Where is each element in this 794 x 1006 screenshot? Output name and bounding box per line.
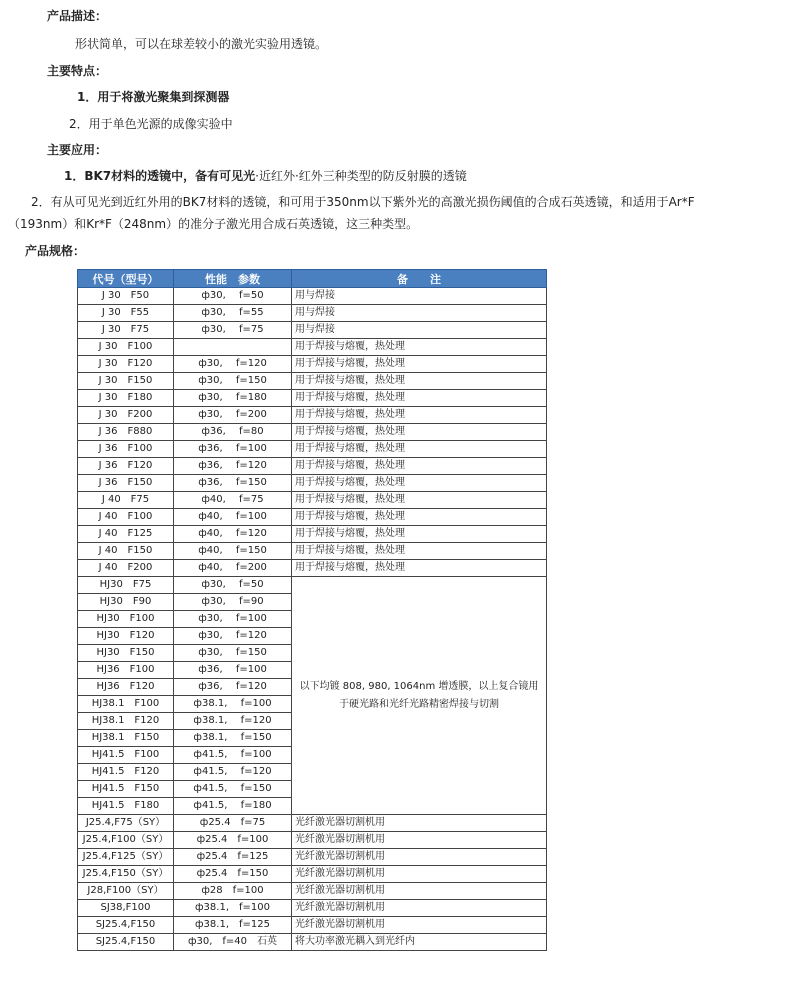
table-row — [78, 390, 547, 407]
table-row — [78, 322, 547, 339]
specs-heading: 产品规格： — [25, 244, 86, 258]
note-cell: 用于焊接与熔覆，热处理 — [292, 458, 547, 475]
model-cell: J 36 F120 — [78, 458, 174, 475]
merged-note-cell: 以下均镀 808, 980, 1064nm 增透膜，以上复合镜用于硬光路和光纤光路精密焊接与切割 — [292, 577, 547, 815]
model-cell: J 36 F150 — [78, 475, 174, 492]
parameter-cell: ф40, f=75 — [174, 492, 292, 509]
parameter-cell: ф30, f=120 — [174, 356, 292, 373]
model-cell: J 40 F75 — [78, 492, 174, 509]
parameter-cell: ф40, f=100 — [174, 509, 292, 526]
application-item-1 — [64, 168, 467, 184]
parameter-cell: ф38.1, f=100 — [174, 696, 292, 713]
applications-heading: 主要应用： — [47, 143, 108, 157]
parameter-cell: ф41.5, f=100 — [174, 747, 292, 764]
note-cell: 光纤激光器切割机用 — [292, 883, 547, 900]
model-cell: HJ41.5 F180 — [78, 798, 174, 815]
table-row — [78, 900, 547, 917]
model-cell: HJ41.5 F120 — [78, 764, 174, 781]
model-cell: HJ41.5 F150 — [78, 781, 174, 798]
application-item-1-rest: ·近红外·红外三种类型的防反射膜的透镜 — [255, 169, 467, 183]
note-cell: 用于焊接与熔覆，热处理 — [292, 407, 547, 424]
note-cell: 将大功率激光耦入到光纤内 — [292, 934, 547, 951]
model-cell: J 30 F55 — [78, 305, 174, 322]
model-cell: J 30 F50 — [78, 288, 174, 305]
table-row — [78, 339, 547, 356]
description-text: 形状简单，可以在球差较小的激光实验用透镜。 — [75, 37, 328, 51]
table-row — [78, 288, 547, 305]
parameter-cell: ф38.1, f=120 — [174, 713, 292, 730]
parameter-cell: ф30, f=90 — [174, 594, 292, 611]
model-cell: J 40 F150 — [78, 543, 174, 560]
note-cell: 光纤激光器切割机用 — [292, 917, 547, 934]
spec-table-body — [78, 288, 547, 951]
model-cell: J25.4,F100（SY） — [78, 832, 174, 849]
model-cell: J28,F100（SY） — [78, 883, 174, 900]
note-cell: 用于焊接与熔覆，热处理 — [292, 441, 547, 458]
model-cell: HJ38.1 F100 — [78, 696, 174, 713]
parameter-cell: ф41.5, f=180 — [174, 798, 292, 815]
header-model: 代号（型号） — [78, 270, 174, 288]
parameter-cell: ф30, f=55 — [174, 305, 292, 322]
table-row — [78, 526, 547, 543]
parameter-cell: ф41.5, f=150 — [174, 781, 292, 798]
parameter-cell: ф36, f=100 — [174, 662, 292, 679]
table-row — [78, 815, 547, 832]
parameter-cell: ф36, f=120 — [174, 679, 292, 696]
description-heading: 产品描述： — [47, 9, 108, 23]
table-row — [78, 424, 547, 441]
parameter-cell: ф30, f=150 — [174, 373, 292, 390]
parameter-cell: ф30, f=200 — [174, 407, 292, 424]
table-row — [78, 492, 547, 509]
table-row — [78, 577, 547, 594]
header-notes: 备 注 — [292, 270, 547, 288]
note-cell: 用于焊接与熔覆，热处理 — [292, 543, 547, 560]
model-cell: J25.4,F75（SY） — [78, 815, 174, 832]
parameter-cell: ф36, f=120 — [174, 458, 292, 475]
parameter-cell: ф38.1, f=150 — [174, 730, 292, 747]
feature-item-2: 2．用于单色光源的成像实验中 — [69, 117, 233, 131]
table-row — [78, 917, 547, 934]
spec-table — [77, 269, 547, 951]
model-cell: HJ41.5 F100 — [78, 747, 174, 764]
table-row — [78, 934, 547, 951]
table-row — [78, 305, 547, 322]
parameter-cell: ф40, f=120 — [174, 526, 292, 543]
header-parameters: 性能 参数 — [174, 270, 292, 288]
parameter-cell: ф38.1, f=100 — [174, 900, 292, 917]
model-cell: HJ30 F150 — [78, 645, 174, 662]
note-cell: 用于焊接与熔覆，热处理 — [292, 339, 547, 356]
model-cell: J 36 F880 — [78, 424, 174, 441]
model-cell: HJ36 F120 — [78, 679, 174, 696]
model-cell: SJ25.4,F150 — [78, 917, 174, 934]
parameter-cell: ф30, f=120 — [174, 628, 292, 645]
model-cell: J 40 F125 — [78, 526, 174, 543]
parameter-cell: ф30, f=150 — [174, 645, 292, 662]
parameter-cell: ф25.4 f=75 — [174, 815, 292, 832]
note-cell: 用于焊接与熔覆，热处理 — [292, 492, 547, 509]
parameter-cell: ф36, f=100 — [174, 441, 292, 458]
note-cell: 用于焊接与熔覆，热处理 — [292, 475, 547, 492]
spec-table-header-row — [78, 270, 547, 288]
application-item-1-bold: 1．BK7材料的透镜中，备有可见光 — [64, 169, 256, 183]
parameter-cell: ф30, f=40 石英 — [174, 934, 292, 951]
table-row — [78, 509, 547, 526]
model-cell: J 36 F100 — [78, 441, 174, 458]
table-row — [78, 866, 547, 883]
model-cell: J 30 F120 — [78, 356, 174, 373]
note-cell: 光纤激光器切割机用 — [292, 866, 547, 883]
note-cell: 用于焊接与熔覆，热处理 — [292, 509, 547, 526]
model-cell: J 30 F100 — [78, 339, 174, 356]
model-cell: J 30 F200 — [78, 407, 174, 424]
parameter-cell — [174, 339, 292, 356]
application-item-2-line-2: （193nm）和Kr*F（248nm）的准分子激光用合成石英透镜，这三种类型。 — [8, 217, 419, 231]
model-cell: HJ30 F90 — [78, 594, 174, 611]
parameter-cell: ф40, f=200 — [174, 560, 292, 577]
model-cell: HJ30 F100 — [78, 611, 174, 628]
model-cell: J 30 F180 — [78, 390, 174, 407]
table-row — [78, 832, 547, 849]
note-cell: 用与焊接 — [292, 288, 547, 305]
model-cell: SJ38,F100 — [78, 900, 174, 917]
parameter-cell: ф25.4 f=100 — [174, 832, 292, 849]
model-cell: HJ30 F120 — [78, 628, 174, 645]
application-item-2-line-1: 2．有从可见光到近红外用的BK7材料的透镜，和可用于350nm以下紫外光的高激光损伤阈值的合成石英透镜，和适用于Ar*F — [31, 195, 695, 209]
note-cell: 光纤激光器切割机用 — [292, 900, 547, 917]
note-cell: 用于焊接与熔覆，热处理 — [292, 560, 547, 577]
model-cell: J 40 F100 — [78, 509, 174, 526]
note-cell: 用与焊接 — [292, 305, 547, 322]
parameter-cell: ф30, f=180 — [174, 390, 292, 407]
table-row — [78, 560, 547, 577]
parameter-cell: ф36, f=150 — [174, 475, 292, 492]
model-cell: HJ30 F75 — [78, 577, 174, 594]
parameter-cell: ф36, f=80 — [174, 424, 292, 441]
parameter-cell: ф25.4 f=150 — [174, 866, 292, 883]
note-cell: 用于焊接与熔覆，热处理 — [292, 373, 547, 390]
parameter-cell: ф40, f=150 — [174, 543, 292, 560]
table-row — [78, 373, 547, 390]
note-cell: 用于焊接与熔覆，热处理 — [292, 356, 547, 373]
note-cell: 用与焊接 — [292, 322, 547, 339]
note-cell: 光纤激光器切割机用 — [292, 815, 547, 832]
model-cell: SJ25.4,F150 — [78, 934, 174, 951]
table-row — [78, 407, 547, 424]
parameter-cell: ф25.4 f=125 — [174, 849, 292, 866]
note-cell: 用于焊接与熔覆，热处理 — [292, 526, 547, 543]
parameter-cell: ф30, f=100 — [174, 611, 292, 628]
model-cell: J25.4,F150（SY） — [78, 866, 174, 883]
note-cell: 用于焊接与熔覆，热处理 — [292, 424, 547, 441]
model-cell: HJ38.1 F120 — [78, 713, 174, 730]
note-cell: 光纤激光器切割机用 — [292, 849, 547, 866]
table-row — [78, 458, 547, 475]
table-row — [78, 475, 547, 492]
feature-item-1: 1．用于将激光聚集到探测器 — [77, 90, 230, 104]
parameter-cell: ф30, f=50 — [174, 288, 292, 305]
parameter-cell: ф30, f=75 — [174, 322, 292, 339]
parameter-cell: ф28 f=100 — [174, 883, 292, 900]
table-row — [78, 356, 547, 373]
table-row — [78, 883, 547, 900]
table-row — [78, 849, 547, 866]
parameter-cell: ф30, f=50 — [174, 577, 292, 594]
model-cell: J 30 F75 — [78, 322, 174, 339]
table-row — [78, 543, 547, 560]
model-cell: J 40 F200 — [78, 560, 174, 577]
parameter-cell: ф38.1, f=125 — [174, 917, 292, 934]
features-heading: 主要特点： — [47, 64, 108, 78]
table-row — [78, 441, 547, 458]
model-cell: J 30 F150 — [78, 373, 174, 390]
model-cell: HJ36 F100 — [78, 662, 174, 679]
model-cell: J25.4,F125（SY） — [78, 849, 174, 866]
model-cell: HJ38.1 F150 — [78, 730, 174, 747]
note-cell: 光纤激光器切割机用 — [292, 832, 547, 849]
parameter-cell: ф41.5, f=120 — [174, 764, 292, 781]
note-cell: 用于焊接与熔覆，热处理 — [292, 390, 547, 407]
